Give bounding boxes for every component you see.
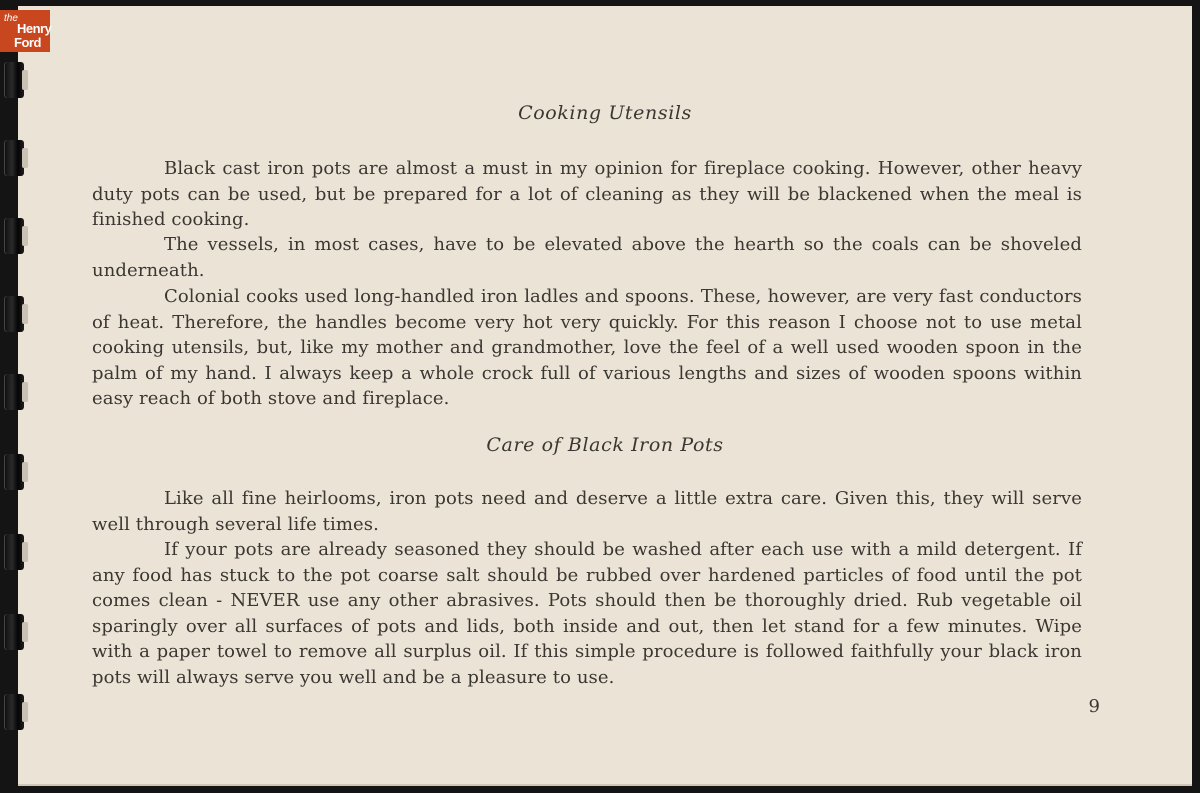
binding-ring <box>4 218 24 254</box>
section-heading-cooking-utensils: Cooking Utensils <box>518 102 692 124</box>
binding-ring <box>4 140 24 176</box>
paragraph-heirlooms: Like all fine heirlooms, iron pots need and deserve a little extra care. Given this, they will serve well through several life times. <box>92 488 1082 535</box>
book-page <box>18 6 1192 786</box>
henry-ford-logo: the Henry Ford <box>0 10 50 52</box>
binding-ring <box>4 614 24 650</box>
binding-ring <box>4 454 24 490</box>
binding-ring <box>4 62 24 98</box>
paragraph-colonial-cooks: Colonial cooks used long-handled iron ladles and spoons. These, however, are very fast conductors of heat. Therefore, the handles become very hot very quickly. For this reason I choose not to use metal cooking utensils, but, like my mother and grandmother, love the feel of a well used wooden spoon in the palm of my hand. I always keep a whole crock full of various lengths and sizes of wooden spoons within easy reach of both stove and fireplace. <box>92 286 1082 409</box>
binding-ring <box>4 374 24 410</box>
paragraph-cast-iron-pots: Black cast iron pots are almost a must in my opinion for fireplace cooking. However, other heavy duty pots can be used, but be prepared for a lot of cleaning as they will be blackened when the meal is finished cooking. <box>92 158 1082 230</box>
binding-ring <box>4 694 24 730</box>
paragraph-seasoned-pots: If your pots are already seasoned they should be washed after each use with a mild detergent. If any food has stuck to the pot coarse salt should be rubbed over hardened particles of food until the pot comes clean - NEVER use any other abrasives. Pots should then be thoroughly dried. Rub vegetable oil sparingly over all surfaces of pots and lids, both inside and out, then let stand for a few minutes. Wipe with a paper towel to remove all surplus oil. If this simple procedure is followed faithfully your black iron pots will always serve you well and be a pleasure to use. <box>92 539 1082 688</box>
page-number: 9 <box>1088 696 1100 717</box>
binding-ring <box>4 534 24 570</box>
binding-ring <box>4 296 24 332</box>
section-heading-care-of-pots: Care of Black Iron Pots <box>486 434 724 456</box>
paragraph-vessels-elevated: The vessels, in most cases, have to be elevated above the hearth so the coals can be shoveled underneath. <box>92 234 1082 281</box>
spiral-binding <box>0 0 30 793</box>
